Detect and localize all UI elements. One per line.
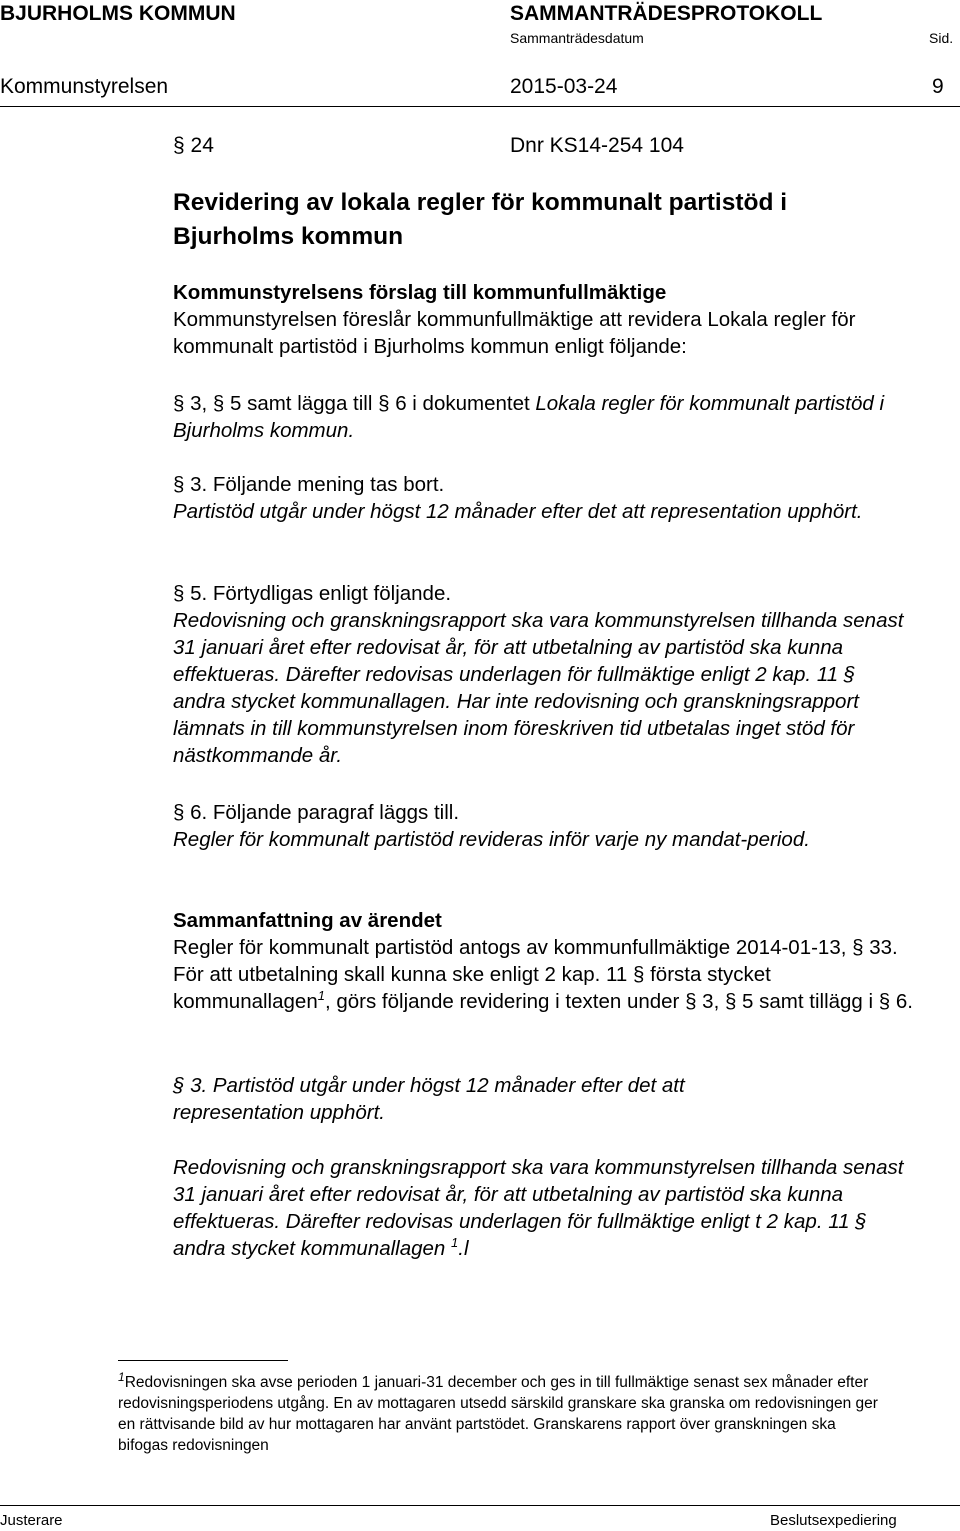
page-label: Sid.: [929, 30, 954, 46]
footer-dispatch-label: Beslutsexpediering: [770, 1512, 897, 1529]
footnote-text: Redovisningen ska avse perioden 1 januari-31 december och ges in till fullmäktige senast sex månader efter redovisningsperiodens utgång. En av mottagaren utsedd särskild granskare ska granska om redovisningen ger en rättvisande bild av hur mottagaren har använt partstödet. Granskarens rapport över granskningen ska bifogas redovisningen: [118, 1374, 878, 1454]
paragraph-6-block: [173, 799, 853, 853]
page-number: 9: [932, 75, 944, 98]
meeting-date: 2015-03-24: [510, 75, 618, 98]
section-number: § 24: [173, 134, 214, 157]
summary-text: Regler för kommunalt partistöd antogs av kommunfullmäktige 2014-01-13, § 33. För att utbetalning skall kunna ske enligt 2 kap. 11 § första stycket kommunallagen$^1$, görs följande revidering i texten under § 3, § 5 samt tillägg i § 6.: [173, 936, 913, 1013]
document-name: Lokala regler för kommunalt partistöd i Bjurholms kommun.: [173, 392, 885, 442]
footnote-ref: 1: [317, 988, 325, 1004]
paragraph-3-block: [173, 471, 913, 525]
paragraph-3-heading: § 3. Följande mening tas bort.: [173, 473, 445, 496]
diary-number: Dnr KS14-254 104: [510, 134, 684, 157]
footer-signatory-label: Justerare: [0, 1512, 63, 1529]
proposal-block: [173, 279, 913, 360]
paragraph-5-block: [173, 580, 913, 769]
paragraph-5-text: Redovisning och granskningsrapport ska vara kommunstyrelsen tillhanda senast 31 januari året efter redovisat år, för att utbetalning av partistöd ska kunna effektueras. Därefter redovisas underlagen för fullmäktige enligt 2 kap. 11 § andra stycket kommunallagen. Har inte redovisning och granskningsrapport lämnats in till kommunstyrelsen inom föreskriven tid utbetalas inget stöd för nästkommande år.: [173, 609, 904, 767]
footnote: [118, 1369, 878, 1456]
proposal-changes: [173, 390, 903, 444]
paragraph-5-heading: § 5. Förtydligas enligt följande.: [173, 582, 452, 605]
footnote-ref: 1: [451, 1235, 459, 1251]
proposal-intro: Kommunstyrelsen föreslår kommunfullmäktige att revidera Lokala regler för kommunalt partistöd i Bjurholms kommun enligt följande:: [173, 308, 856, 358]
document-type: SAMMANTRÄDESPROTOKOLL: [510, 2, 823, 25]
changes-plain: § 3, § 5 samt lägga till § 6 i dokumentet: [173, 392, 536, 415]
committee-name: Kommunstyrelsen: [0, 75, 169, 98]
paragraph-6-text: Regler för kommunalt partistöd revideras inför varje ny mandat-period.: [173, 828, 810, 851]
footnote-rule: [118, 1360, 288, 1361]
section-title: Revidering av lokala regler för kommunalt partistöd i Bjurholms kommun: [173, 189, 788, 250]
summary-quote-3: § 3. Partistöd utgår under högst 12 månader efter det att representation upphört.: [173, 1074, 685, 1124]
paragraph-3-text: Partistöd utgår under högst 12 månader efter det att representation upphört.: [173, 500, 863, 523]
summary-heading: Sammanfattning av ärendet: [173, 909, 442, 932]
header-rule: [0, 106, 960, 107]
proposal-heading: Kommunstyrelsens förslag till kommunfullmäktige: [173, 281, 667, 304]
summary-quote-5: Redovisning och granskningsrapport ska vara kommunstyrelsen tillhanda senast 31 januari året efter redovisat år, för att utbetalning av partistöd ska kunna effektueras. Därefter redovisas underlagen för fullmäktige enligt t 2 kap. 11 § andra stycket kommunallagen $^1$.l: [173, 1156, 904, 1260]
footnote-marker: 1: [118, 1369, 125, 1384]
footer-rule: [0, 1505, 960, 1506]
summary-block: [173, 907, 913, 1015]
organization-name: BJURHOLMS KOMMUN: [0, 2, 236, 25]
paragraph-6-heading: § 6. Följande paragraf läggs till.: [173, 801, 460, 824]
meeting-date-label: Sammanträdesdatum: [510, 30, 644, 46]
